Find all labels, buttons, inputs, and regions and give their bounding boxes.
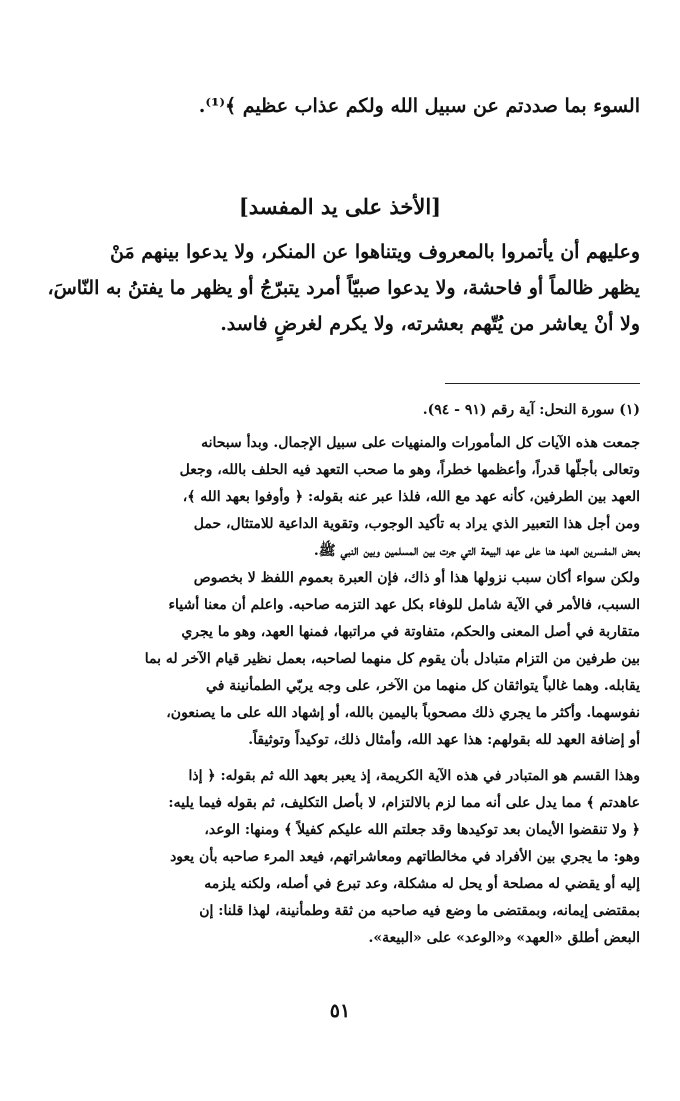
- footnote-line: نفوسهما. وأكثر ما يجري ذلك مصحوباً باليمين بالله، أو إشهاد الله على ما يصنعون،: [166, 705, 640, 721]
- footnote-line: جمعت هذه الآيات كل المأمورات والمنهيات على سبيل الإجمال. وبدأ سبحانه: [201, 435, 640, 451]
- footnote-reference: (١) سورة النحل: آية رقم (٩١ - ٩٤).: [422, 402, 640, 418]
- body-line-3: ولا أنْ يعاشر من يُتّهم بعشرته، ولا يكرم لغرضٍ فاسد.: [220, 313, 640, 335]
- footnote-line: بعض المفسرين العهد هنا على عهد البيعة التي جرت بين المسلمين وبين النبي ﷺ.: [313, 543, 640, 559]
- footnote-line: ومن أجل هذا التعبير الذي يراد به تأكيد الوجوب، وتقوية الداعية للامتثال، حمل: [193, 516, 640, 532]
- footnote-line: بين طرفين من التزام متبادل بأن يقوم كل منهما لصاحبه، بعمل نظير قيام الآخر له بما: [144, 651, 640, 667]
- footnote-line: متقاربة في أصل المعنى والحكم، متفاوتة في مراتبها، فمنها العهد، وهو ما يجري: [181, 624, 640, 640]
- footnote-line: ولكن سواء أكان سبب نزولها هذا أو ذاك، فإن العبرة بعموم اللفظ لا بخصوص: [193, 570, 640, 586]
- footnote-line: البعض أطلق «العهد» و«الوعد» على «البيعة».: [368, 930, 640, 946]
- footnote-line: وهو: ما يجري بين الأفراد في مخالطاتهم ومعاشراتهم، فيعد المرء صاحبه بأن يعود: [170, 849, 640, 865]
- footnote-line: وهذا القسم هو المتبادر في هذه الآية الكريمة، إذ يعبر بعهد الله ثم بقوله: ﴿ إذا: [188, 768, 640, 784]
- footnote-separator: [445, 383, 640, 384]
- footnote-line: عاهدتم ﴾ مما يدل على أنه مما لزم بالالتزام، لا بأصل التكليف، ثم بقوله فيما يليه:: [168, 795, 640, 811]
- continuation-line: السوء بما صددتم عن سبيل الله ولكم عذاب عظيم ﴾⁽¹⁾.: [198, 95, 640, 117]
- footnote-line: أو إضافة العهد لله بقولهم: هذا عهد الله، وأمثال ذلك، توكيداً وتوثيقاً.: [248, 732, 640, 748]
- footnote-line: يقابله. وهما غالباً يتواثقان كل منهما من الآخر، على وجه يربّي الطمأنينة في: [206, 678, 640, 694]
- footnote-line: بمقتضى إيمانه، وبمقتضى ما وضع فيه صاحبه من ثقة وطمأنينة، لهذا قلنا: إن: [199, 903, 640, 919]
- page-number: ٥١: [329, 1000, 351, 1022]
- footnote-line: ﴿ ولا تنقضوا الأيمان بعد توكيدها وقد جعلتم الله عليكم كفيلاً ﴾ ومنها: الوعد،: [204, 822, 640, 838]
- footnote-line: وتعالى بأجلّها قدراً، وأعظمها خطراً، وهو ما صحب التعهد فيه الحلف بالله، وجعل: [179, 462, 640, 478]
- section-heading: [الأخذ على يد المفسد]: [238, 194, 442, 219]
- body-line-2: يظهر ظالماً أو فاحشة، ولا يدعوا صبيّاً أمرد يتبرّجُ أو يظهر ما يفتنُ به النّاسَ،: [47, 277, 640, 299]
- footnote-line: السبب، فالأمر في الآية شامل للوفاء بكل عهد التزمه صاحبه. واعلم أن معنا أشياء: [168, 597, 640, 613]
- footnote-line: العهد بين الطرفين، كأنه عهد مع الله، فلذا عبر عنه بقوله: ﴿ وأوفوا بعهد الله ﴾،: [182, 489, 640, 505]
- body-line-1: وعليهم أن يأتمروا بالمعروف ويتناهوا عن المنكر، ولا يدعوا بينهم مَنْ: [109, 241, 640, 263]
- footnote-line: إليه أو يقضي له مصلحة أو يحل له مشكلة، وعد تبرع في أصله، ولكنه يلزمه: [204, 876, 640, 892]
